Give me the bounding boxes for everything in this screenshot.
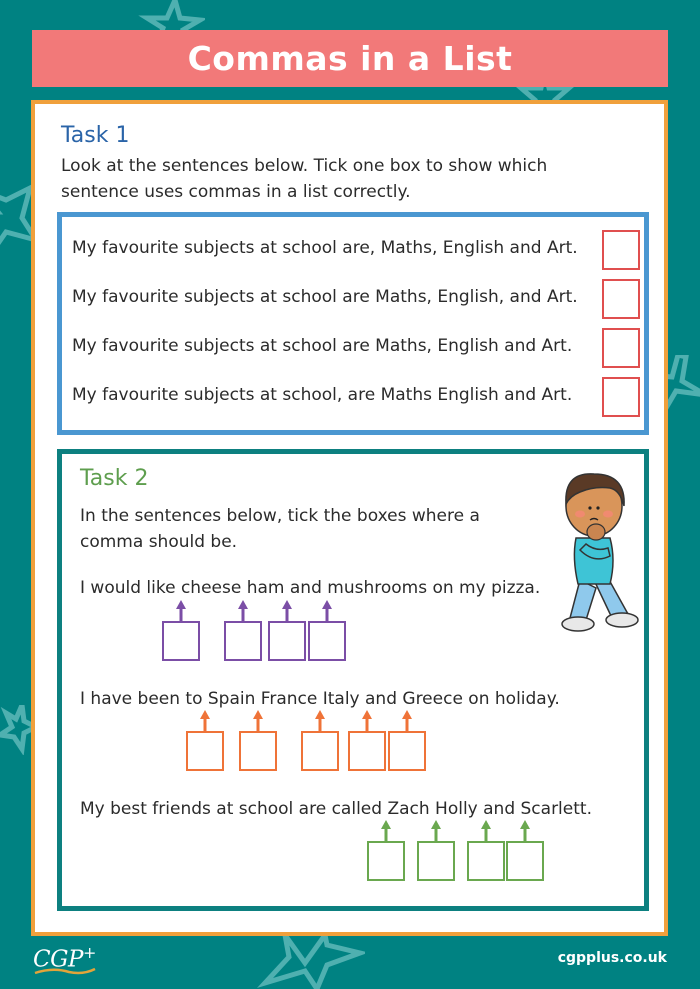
task1-option-checkbox[interactable] <box>602 230 640 270</box>
task2-sentence: I would like cheese ham and mushrooms on my pizza. <box>80 578 541 598</box>
task1-instruction: Look at the sentences below. Tick one box to show which sentence uses commas in a list correctly. <box>61 156 548 202</box>
task1-options-box <box>57 212 649 435</box>
task1-option-checkbox[interactable] <box>602 279 640 319</box>
worksheet-panel <box>31 100 668 936</box>
logo-text: CGP <box>33 946 83 973</box>
task2-sentence: My best friends at school are called Zach Holly and Scarlett. <box>80 799 592 819</box>
comma-checkbox[interactable] <box>367 841 405 881</box>
arrow-stem <box>257 718 260 731</box>
task2-sentence: I have been to Spain France Italy and Greece on holiday. <box>80 689 560 709</box>
website-link[interactable]: cgpplus.co.uk <box>557 950 667 966</box>
task1-option-text: My favourite subjects at school, are Maths English and Art. <box>72 385 573 405</box>
comma-marker <box>467 820 505 881</box>
task1-option <box>72 230 640 270</box>
star-decoration-icon <box>0 180 32 260</box>
task1-heading: Task 1 <box>61 123 130 148</box>
comma-checkbox[interactable] <box>506 841 544 881</box>
task1-option <box>72 279 640 319</box>
comma-marker <box>162 600 200 661</box>
arrow-stem <box>326 608 329 621</box>
arrow-stem <box>286 608 289 621</box>
thinking-boy-illustration <box>550 468 640 638</box>
arrow-stem <box>406 718 409 731</box>
task1-option <box>72 377 640 417</box>
page-title: Commas in a List <box>187 39 513 78</box>
star-decoration-icon <box>0 705 32 755</box>
arrow-stem <box>385 828 388 841</box>
comma-marker <box>506 820 544 881</box>
logo-swoosh-icon <box>33 966 97 976</box>
comma-marker <box>367 820 405 881</box>
logo-plus: + <box>82 943 96 962</box>
arrow-stem <box>485 828 488 841</box>
comma-marker <box>268 600 306 661</box>
comma-marker <box>224 600 262 661</box>
task1-option <box>72 328 640 368</box>
comma-marker <box>388 710 426 771</box>
comma-checkbox[interactable] <box>348 731 386 771</box>
comma-checkbox[interactable] <box>186 731 224 771</box>
comma-checkbox[interactable] <box>162 621 200 661</box>
task1-option-text: My favourite subjects at school are Maths, English, and Art. <box>72 287 578 307</box>
task2-box <box>57 449 649 911</box>
comma-marker <box>417 820 455 881</box>
star-decoration-icon <box>668 355 700 425</box>
arrow-stem <box>319 718 322 731</box>
comma-checkbox[interactable] <box>308 621 346 661</box>
comma-marker <box>308 600 346 661</box>
comma-checkbox[interactable] <box>224 621 262 661</box>
arrow-stem <box>366 718 369 731</box>
arrow-stem <box>204 718 207 731</box>
comma-marker <box>239 710 277 771</box>
task2-instruction: In the sentences below, tick the boxes where a comma should be. <box>80 506 480 552</box>
task1-option-text: My favourite subjects at school are Maths, English and Art. <box>72 336 573 356</box>
task1-option-text: My favourite subjects at school are, Maths, English and Art. <box>72 238 578 258</box>
arrow-stem <box>435 828 438 841</box>
arrow-stem <box>242 608 245 621</box>
comma-checkbox[interactable] <box>239 731 277 771</box>
comma-marker <box>186 710 224 771</box>
comma-marker <box>348 710 386 771</box>
task2-heading: Task 2 <box>80 466 149 491</box>
comma-checkbox[interactable] <box>301 731 339 771</box>
star-decoration-icon <box>255 935 365 989</box>
comma-checkbox[interactable] <box>467 841 505 881</box>
comma-marker <box>301 710 339 771</box>
comma-checkbox[interactable] <box>388 731 426 771</box>
title-banner <box>32 30 668 87</box>
task1-option-checkbox[interactable] <box>602 328 640 368</box>
comma-checkbox[interactable] <box>417 841 455 881</box>
arrow-stem <box>180 608 183 621</box>
task1-option-checkbox[interactable] <box>602 377 640 417</box>
comma-checkbox[interactable] <box>268 621 306 661</box>
arrow-stem <box>524 828 527 841</box>
